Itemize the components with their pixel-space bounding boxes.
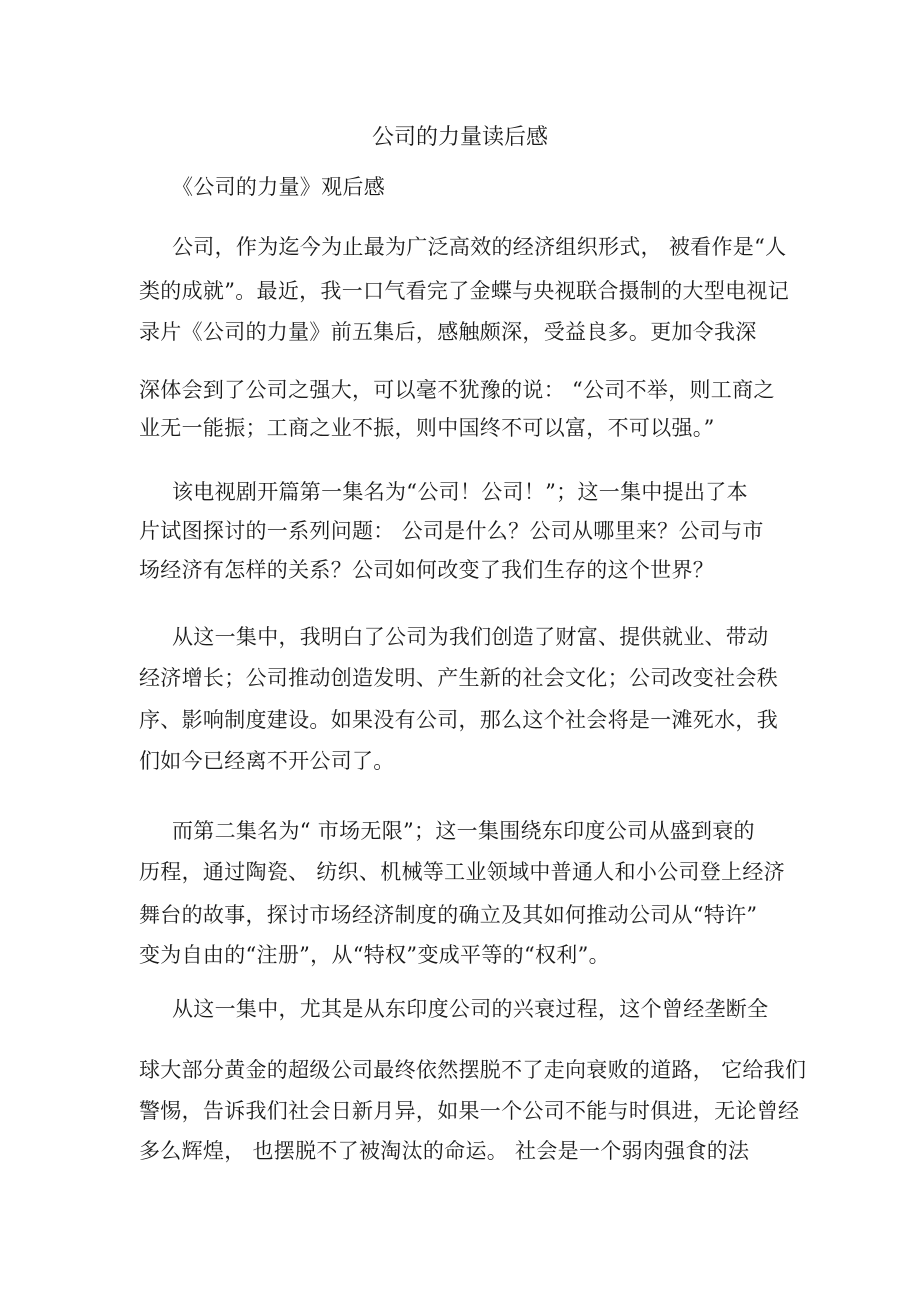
paragraph-line: 变为自由的“注册”，从“特权”变成平等的“权利”。 (139, 943, 610, 967)
paragraph-line: 类的成就”。最近，我一口气看完了金蝶与央视联合摄制的大型电视记 (139, 279, 790, 303)
paragraph-line: 球大部分黄金的超级公司最终依然摆脱不了走向衰败的道路， 它给我们 (139, 1058, 807, 1082)
paragraph-line: 业无一能振；工商之业不振，则中国终不可以富，不可以强。” (139, 416, 715, 440)
paragraph-line: 多么辉煌， 也摆脱不了被淘汰的命运。 社会是一个弱肉强食的法 (139, 1139, 750, 1163)
paragraph-line: 舞台的故事，探讨市场经济制度的确立及其如何推动公司从“特许” (139, 903, 758, 927)
paragraph-line: 从这一集中，尤其是从东印度公司的兴衰过程，这个曾经垄断全 (172, 997, 769, 1021)
paragraph-line: 该电视剧开篇第一集名为“公司！公司！”；这一集中提出了本 (172, 480, 748, 504)
paragraph-line: 公司，作为迄今为止最为广泛高效的经济组织形式， 被看作是“人 (172, 235, 787, 259)
paragraph-line: 录片《公司的力量》前五集后，感触颇深，受益良多。更加令我深 (139, 320, 757, 344)
paragraph-line: 片试图探讨的一系列问题： 公司是什么？公司从哪里来？公司与市 (139, 519, 764, 543)
paragraph-line: 经济增长；公司推动创造发明、产生新的社会文化；公司改变社会秩 (139, 666, 778, 690)
paragraph-line: 而第二集名为“ 市场无限”；这一集围绕东印度公司从盛到衰的 (172, 819, 755, 843)
paragraph-line: 警惕，告诉我们社会日新月异，如果一个公司不能与时俱进，无论曾经 (139, 1099, 800, 1123)
document-title: 公司的力量读后感 (371, 125, 548, 150)
paragraph-line: 深体会到了公司之强大，可以毫不犹豫的说： “公司不举，则工商之 (139, 378, 775, 402)
paragraph-line: 从这一集中，我明白了公司为我们创造了财富、提供就业、带动 (172, 625, 769, 649)
document-subtitle: 《公司的力量》观后感 (172, 175, 385, 199)
paragraph-line: 场经济有怎样的关系？公司如何改变了我们生存的这个世界？ (139, 558, 715, 582)
paragraph-line: 历程，通过陶瓷、 纺织、机械等工业领域中普通人和小公司登上经济 (139, 860, 785, 884)
paragraph-line: 们如今已经离不开公司了。 (139, 749, 395, 773)
paragraph-line: 序、影响制度建设。如果没有公司，那么这个社会将是一滩死水，我 (139, 708, 778, 732)
